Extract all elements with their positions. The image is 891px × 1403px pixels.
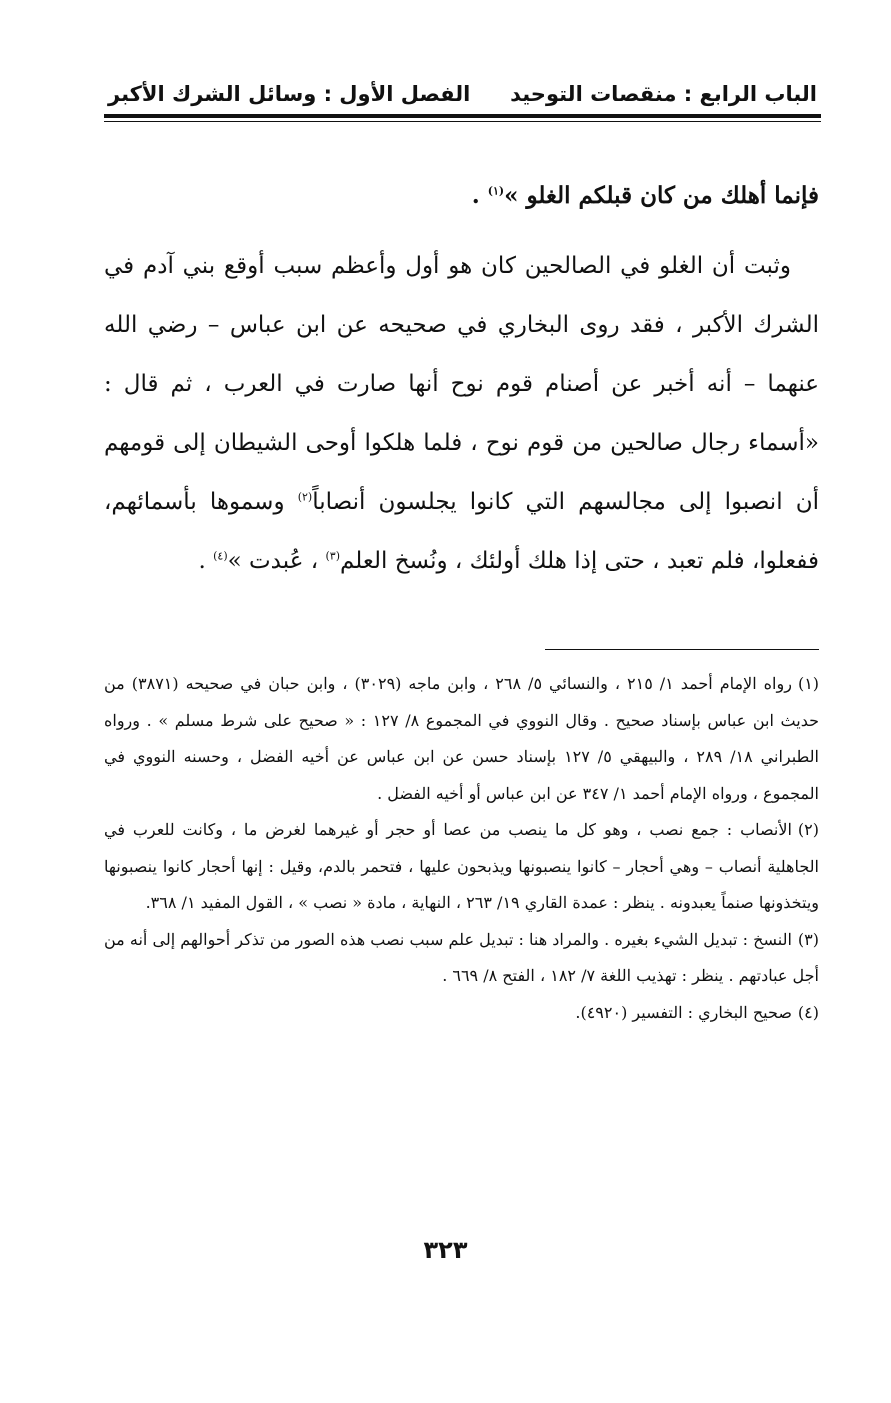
footnote-ref-2: (٢): [297, 490, 313, 504]
footnote-2: [104, 812, 819, 922]
footnote-text: رواه الإمام أحمد ١/ ٢١٥ ، والنسائي ٥/ ٢٦٨ ، وابن ماجه (٣٠٢٩) ، وابن حبان في صحيحه (٣٨٧١) من حديث ابن عباس بإسناد صحيح . وقال النووي في المجموع ٨/ ١٢٧ : « صحيح على شرط مسلم » . ورواه الطبراني ١٨/ ٢٨٩ ، والبيهقي ٥/ ١٢٧ بإسناد حسن عن ابن عباس عن أخيه الفضل ، وحسنه النووي في المجموع ، ورواه الإمام أحمد ١/ ٣٤٧ عن ابن عباس أو أخيه الفضل .: [104, 674, 820, 803]
paragraph-end: .: [198, 548, 214, 574]
page-number: ٣٢٣: [423, 1236, 468, 1264]
footnote-text: الأنصاب : جمع نصب ، وهو كل ما ينصب من عصا أو حجر أو غيرهما لغرض ما ، وكانت للعرب في الجاهلية أنصاب – وهي أحجار – كانوا ينصبونها ويذبحون عليها ، فتحمر بالدم، وقيل : إنها أحجار كانوا ينصبونها ويتخذونها صنماً يعبدونه . ينظر : عمدة القاري ١٩/ ٢٦٣ ، النهاية ، مادة « نصب » ، القول المفيد ١/ ٣٦٨.: [104, 820, 819, 912]
footnote-ref-3: (٣): [325, 549, 340, 563]
footnote-3: [104, 922, 819, 995]
running-header: [108, 66, 817, 106]
lead-line: [104, 166, 819, 225]
footnote-ref-4: (٤): [213, 549, 228, 563]
paragraph-part-1: وثبت أن الغلو في الصالحين كان هو أول وأعظم سبب أوقع بني آدم في الشرك الأكبر ، فقد روى البخاري في صحيحه عن ابن عباس – رضي الله عنهما – أنه أخبر عن أصنام قوم نوح أنها صارت في العرب ، ثم قال : «أسماء رجال صالحين من قوم نوح ، فلما هلكوا أوحى الشيطان إلى قومهم أن انصبوا إلى مجالسهم التي كانوا يجلسون أنصاباً: [104, 253, 819, 515]
footnote-1: [104, 666, 819, 812]
paragraph-part-3: ، عُبدت »: [227, 548, 326, 574]
footnote-ref-1: (١): [487, 184, 505, 198]
header-rule-thin: [104, 121, 821, 122]
paragraph-part-2: وسموها بأسمائهم، ففعلوا، فلم تعبد ، حتى إذا هلك أولئك ، ونُسخ العلم: [104, 489, 819, 574]
footnote-text: النسخ : تبديل الشيء بغيره . والمراد هنا : تبديل علم سبب نصب هذه الصور من تذكر أحوالهم إلى أنه من أجل عبادتهم . ينظر : تهذيب اللغة ٧/ ١٨٢ ، الفتح ٨/ ٦٦٩ .: [104, 929, 819, 985]
footnote-text: صحيح البخاري : التفسير (٤٩٢٠).: [575, 1002, 792, 1022]
lead-end: .: [471, 182, 488, 209]
chapter-title: الباب الرابع : منقصات التوحيد: [510, 82, 817, 106]
footnote-number: (٤): [797, 1002, 819, 1022]
footnote-separator: [545, 649, 819, 650]
lead-text: فإنما أهلك من كان قبلكم الغلو »: [504, 182, 819, 209]
section-title: الفصل الأول : وسائل الشرك الأكبر: [108, 82, 471, 106]
footnote-4: [104, 995, 819, 1032]
footnote-number: (٣): [797, 929, 820, 949]
header-rule-thick: [104, 114, 821, 118]
footnote-number: (١): [797, 674, 820, 693]
main-paragraph: [104, 237, 819, 591]
footnotes: [104, 666, 819, 1031]
main-text: [104, 166, 819, 591]
footnote-number: (٢): [797, 820, 819, 839]
